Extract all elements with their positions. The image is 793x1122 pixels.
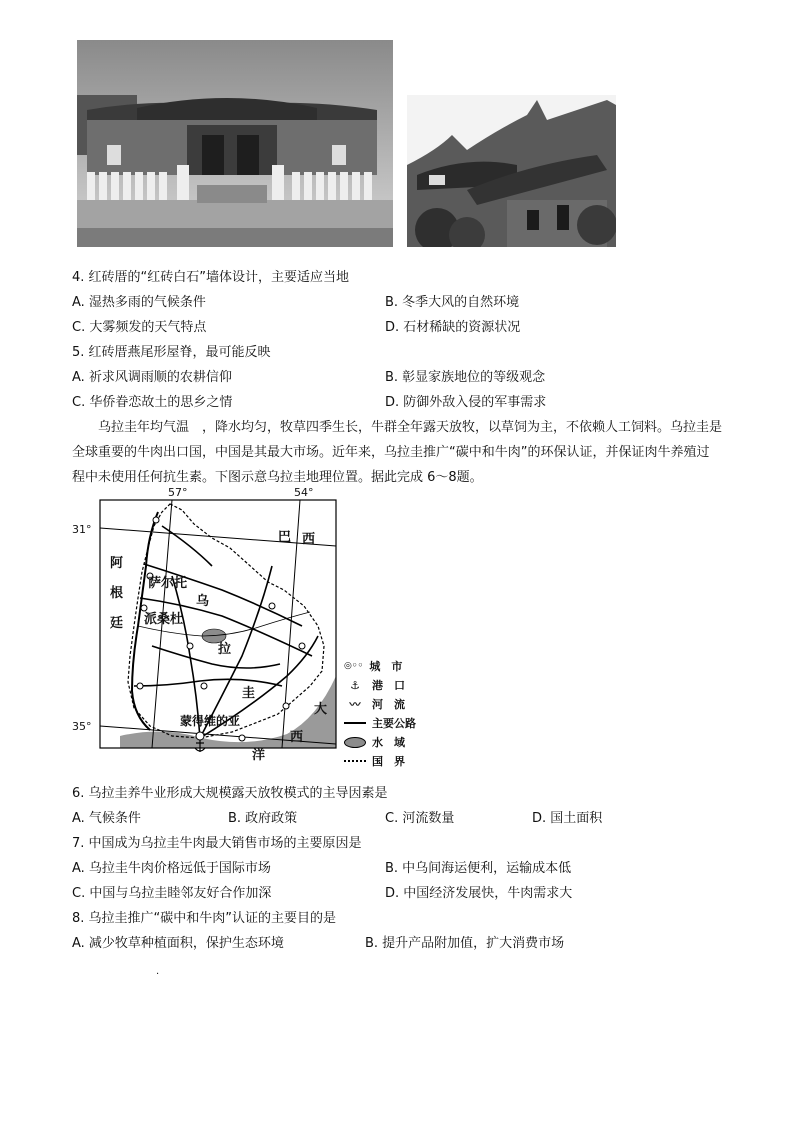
road-legend-icon: [344, 722, 366, 724]
legend-city-label: 城 市: [369, 660, 403, 673]
q7-stem: 7. 中国成为乌拉圭牛肉最大销售市场的主要原因是: [72, 836, 362, 851]
passage-uruguay: 乌拉圭年均气温 ，降水均匀，牧草四季生长，牛群全年露天放牧，以草饲为主，不依赖人工饲料。乌拉圭是全球重要的牛肉出口国，中国是其最大市场。近年来，乌拉圭推广“碳中和牛肉”的环保认证，并保证肉牛养殖过程中未使用任何抗生素。下图示意乌拉圭地理位置。据此完成 6～8题。: [72, 420, 723, 485]
q5-option-a: A. 祈求风调雨顺的农耕信仰: [72, 370, 232, 385]
label-ocean-1: 大: [314, 702, 328, 717]
q4-option-c: C. 大雾频发的天气特点: [72, 320, 207, 335]
stray-dot: .: [156, 966, 160, 977]
q6-option-a: A. 气候条件: [72, 811, 141, 826]
label-argentina-2: 根: [110, 586, 124, 601]
border-legend-icon: [344, 760, 366, 762]
label-city-paysandu: 派桑杜: [144, 612, 184, 627]
label-lat-35: 35°: [72, 720, 92, 733]
legend-border: [344, 753, 405, 769]
q5-option-c: C. 华侨眷恋故土的思乡之情: [72, 395, 233, 410]
q7-option-c: C. 中国与乌拉圭睦邻友好合作加深: [72, 886, 272, 901]
q4-stem: 4. 红砖厝的“红砖白石”墙体设计，主要适应当地: [72, 270, 350, 285]
label-brazil-2: 西: [302, 532, 316, 547]
photo-swallowtail-roofs: [407, 95, 616, 247]
legend-border-label: 国 界: [372, 755, 405, 768]
label-ocean-2: 西: [290, 730, 304, 745]
q8-option-a: A. 减少牧草种植面积，保护生态环境: [72, 936, 284, 951]
q5-option-d: D. 防御外敌入侵的军事需求: [385, 395, 547, 410]
river-legend-icon: 〰: [349, 698, 361, 711]
q7-option-b: B. 中乌间海运便利，运输成本低: [385, 861, 572, 876]
city-legend-icon: ◎◦◦: [344, 661, 364, 671]
q4-option-d: D. 石材稀缺的资源状况: [385, 320, 521, 335]
q7-option-d: D. 中国经济发展快，牛肉需求大: [385, 886, 573, 901]
q6-option-d: D. 国土面积: [532, 811, 603, 826]
anchor-icon: ⚓: [350, 678, 360, 692]
label-argentina-1: 阿: [110, 556, 124, 571]
label-city-montevideo: 蒙得维的亚: [180, 714, 241, 728]
q7-option-a: A. 乌拉圭牛肉价格远低于国际市场: [72, 861, 271, 876]
label-ocean-3: 洋: [252, 748, 266, 763]
legend-road-label: 主要公路: [372, 717, 416, 730]
label-uruguay-2: 拉: [218, 642, 232, 657]
parallel-31: [100, 528, 336, 546]
label-lon-54: 54°: [294, 486, 314, 499]
cities: [137, 517, 305, 741]
photo-red-brick-house: [77, 40, 393, 247]
label-argentina-3: 廷: [110, 616, 124, 631]
q5-option-b: B. 彰显家族地位的等级观念: [385, 370, 546, 385]
legend-water-label: 水 域: [372, 736, 405, 749]
legend-port: [344, 677, 405, 693]
water-legend-icon: [344, 737, 366, 748]
q8-option-b: B. 提升产品附加值，扩大消费市场: [365, 936, 565, 951]
label-city-salto: 萨尔托: [148, 576, 188, 591]
label-lat-31: 31°: [72, 523, 92, 536]
legend-city: [344, 658, 402, 674]
label-uruguay-1: 乌: [196, 594, 210, 609]
q6-option-b: B. 政府政策: [228, 811, 298, 826]
legend-river-label: 河 流: [372, 698, 405, 711]
legend-port-label: 港 口: [372, 679, 405, 692]
photo-red-brick-house-image: [77, 40, 393, 247]
legend-water: [344, 734, 405, 750]
q8-stem: 8. 乌拉圭推广“碳中和牛肉”认证的主要目的是: [72, 911, 337, 926]
label-lon-57: 57°: [168, 486, 188, 499]
q6-stem: 6. 乌拉圭养牛业形成大规模露天放牧模式的主导因素是: [72, 786, 388, 801]
q4-option-a: A. 湿热多雨的气候条件: [72, 295, 206, 310]
legend-road: [344, 715, 416, 731]
photo-swallowtail-roofs-image: [407, 95, 616, 247]
q5-stem: 5. 红砖厝燕尾形屋脊，最可能反映: [72, 345, 271, 360]
label-uruguay-3: 圭: [242, 686, 256, 701]
q4-option-b: B. 冬季大风的自然环境: [385, 295, 520, 310]
label-brazil-1: 巴: [278, 530, 292, 545]
q6-option-c: C. 河流数量: [385, 811, 455, 826]
uruguay-map: [72, 486, 418, 768]
legend-river: [344, 696, 405, 712]
